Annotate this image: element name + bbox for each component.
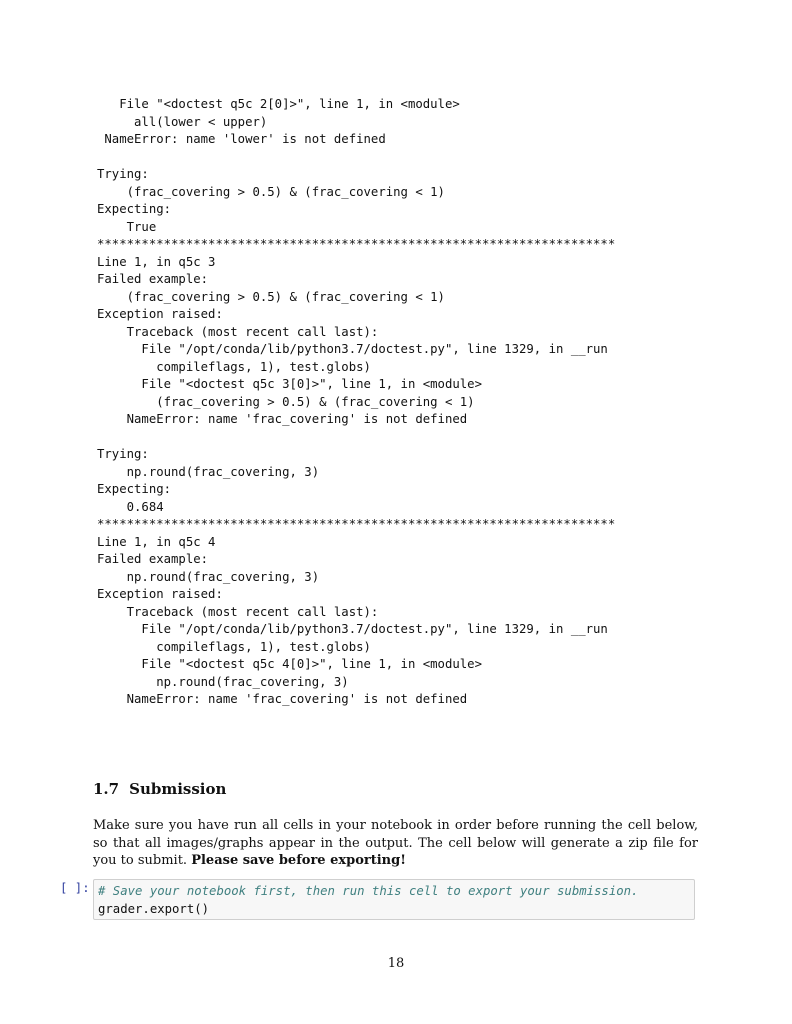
output-line <box>97 429 697 447</box>
output-line: np.round(frac_covering, 3) <box>97 674 349 689</box>
output-line: NameError: name 'frac_covering' is not defined <box>97 692 468 706</box>
code-comment: # Save your notebook first, then run this cell to export your submission. <box>98 884 639 898</box>
output-line: Expecting: <box>97 482 172 496</box>
output-line: Exception raised: <box>97 307 223 321</box>
output-line: File "<doctest q5c 3[0]>", line 1, in <module> <box>97 377 482 391</box>
instructions-text: Make sure you have run all cells in your notebook in order before running the cell below, so that all images/graphs appear in the output. The cell below will generate a zip file for you to submit. <box>93 818 698 868</box>
page-number: 18 <box>387 956 405 971</box>
output-line: NameError: name 'lower' is not defined <box>97 132 386 146</box>
output-line: all(lower < upper) <box>97 114 268 129</box>
output-line: File "<doctest q5c 2[0]>", line 1, in <module> <box>97 97 460 111</box>
output-line: File "/opt/conda/lib/python3.7/doctest.py", line 1329, in __run <box>97 342 608 356</box>
save-warning: Please save before exporting! <box>191 853 406 868</box>
output-line: (frac_covering > 0.5) & (frac_covering < 1) <box>97 394 475 409</box>
code-cell[interactable] <box>93 879 695 920</box>
output-line: Trying: <box>97 167 149 181</box>
output-line: File "<doctest q5c 4[0]>", line 1, in <module> <box>97 657 482 671</box>
output-line: np.round(frac_covering, 3) <box>97 464 320 479</box>
output-line: 0.684 <box>97 499 164 514</box>
output-line: (frac_covering > 0.5) & (frac_covering < 1) <box>97 184 445 199</box>
output-line: compileflags, 1), test.globs) <box>97 639 371 654</box>
output-line: np.round(frac_covering, 3) <box>97 569 320 584</box>
output-line <box>97 149 697 167</box>
output-line: Exception raised: <box>97 587 223 601</box>
output-line: NameError: name 'frac_covering' is not defined <box>97 412 468 426</box>
output-line: (frac_covering > 0.5) & (frac_covering < 1) <box>97 289 445 304</box>
output-line: Failed example: <box>97 272 209 286</box>
cell-prompt: [ ]: <box>60 881 90 895</box>
code-line: grader.export() <box>98 902 210 916</box>
output-line: True <box>97 219 157 234</box>
output-line: ********************************************************************** <box>97 517 616 531</box>
output-line: Traceback (most recent call last): <box>97 604 379 619</box>
output-line: Line 1, in q5c 4 <box>97 534 216 549</box>
instructions-paragraph <box>93 817 698 870</box>
section-heading <box>93 780 226 798</box>
output-line: Expecting: <box>97 202 172 216</box>
output-line: Line 1, in q5c 3 <box>97 254 216 269</box>
output-line: Failed example: <box>97 552 209 566</box>
output-line: Traceback (most recent call last): <box>97 324 379 339</box>
output-line: compileflags, 1), test.globs) <box>97 359 371 374</box>
doctest-output <box>97 96 697 709</box>
section-title: Submission <box>129 780 227 798</box>
section-number: 1.7 <box>93 780 120 798</box>
output-line: ********************************************************************** <box>97 237 616 251</box>
output-line: File "/opt/conda/lib/python3.7/doctest.py", line 1329, in __run <box>97 622 608 636</box>
output-line: Trying: <box>97 447 149 461</box>
